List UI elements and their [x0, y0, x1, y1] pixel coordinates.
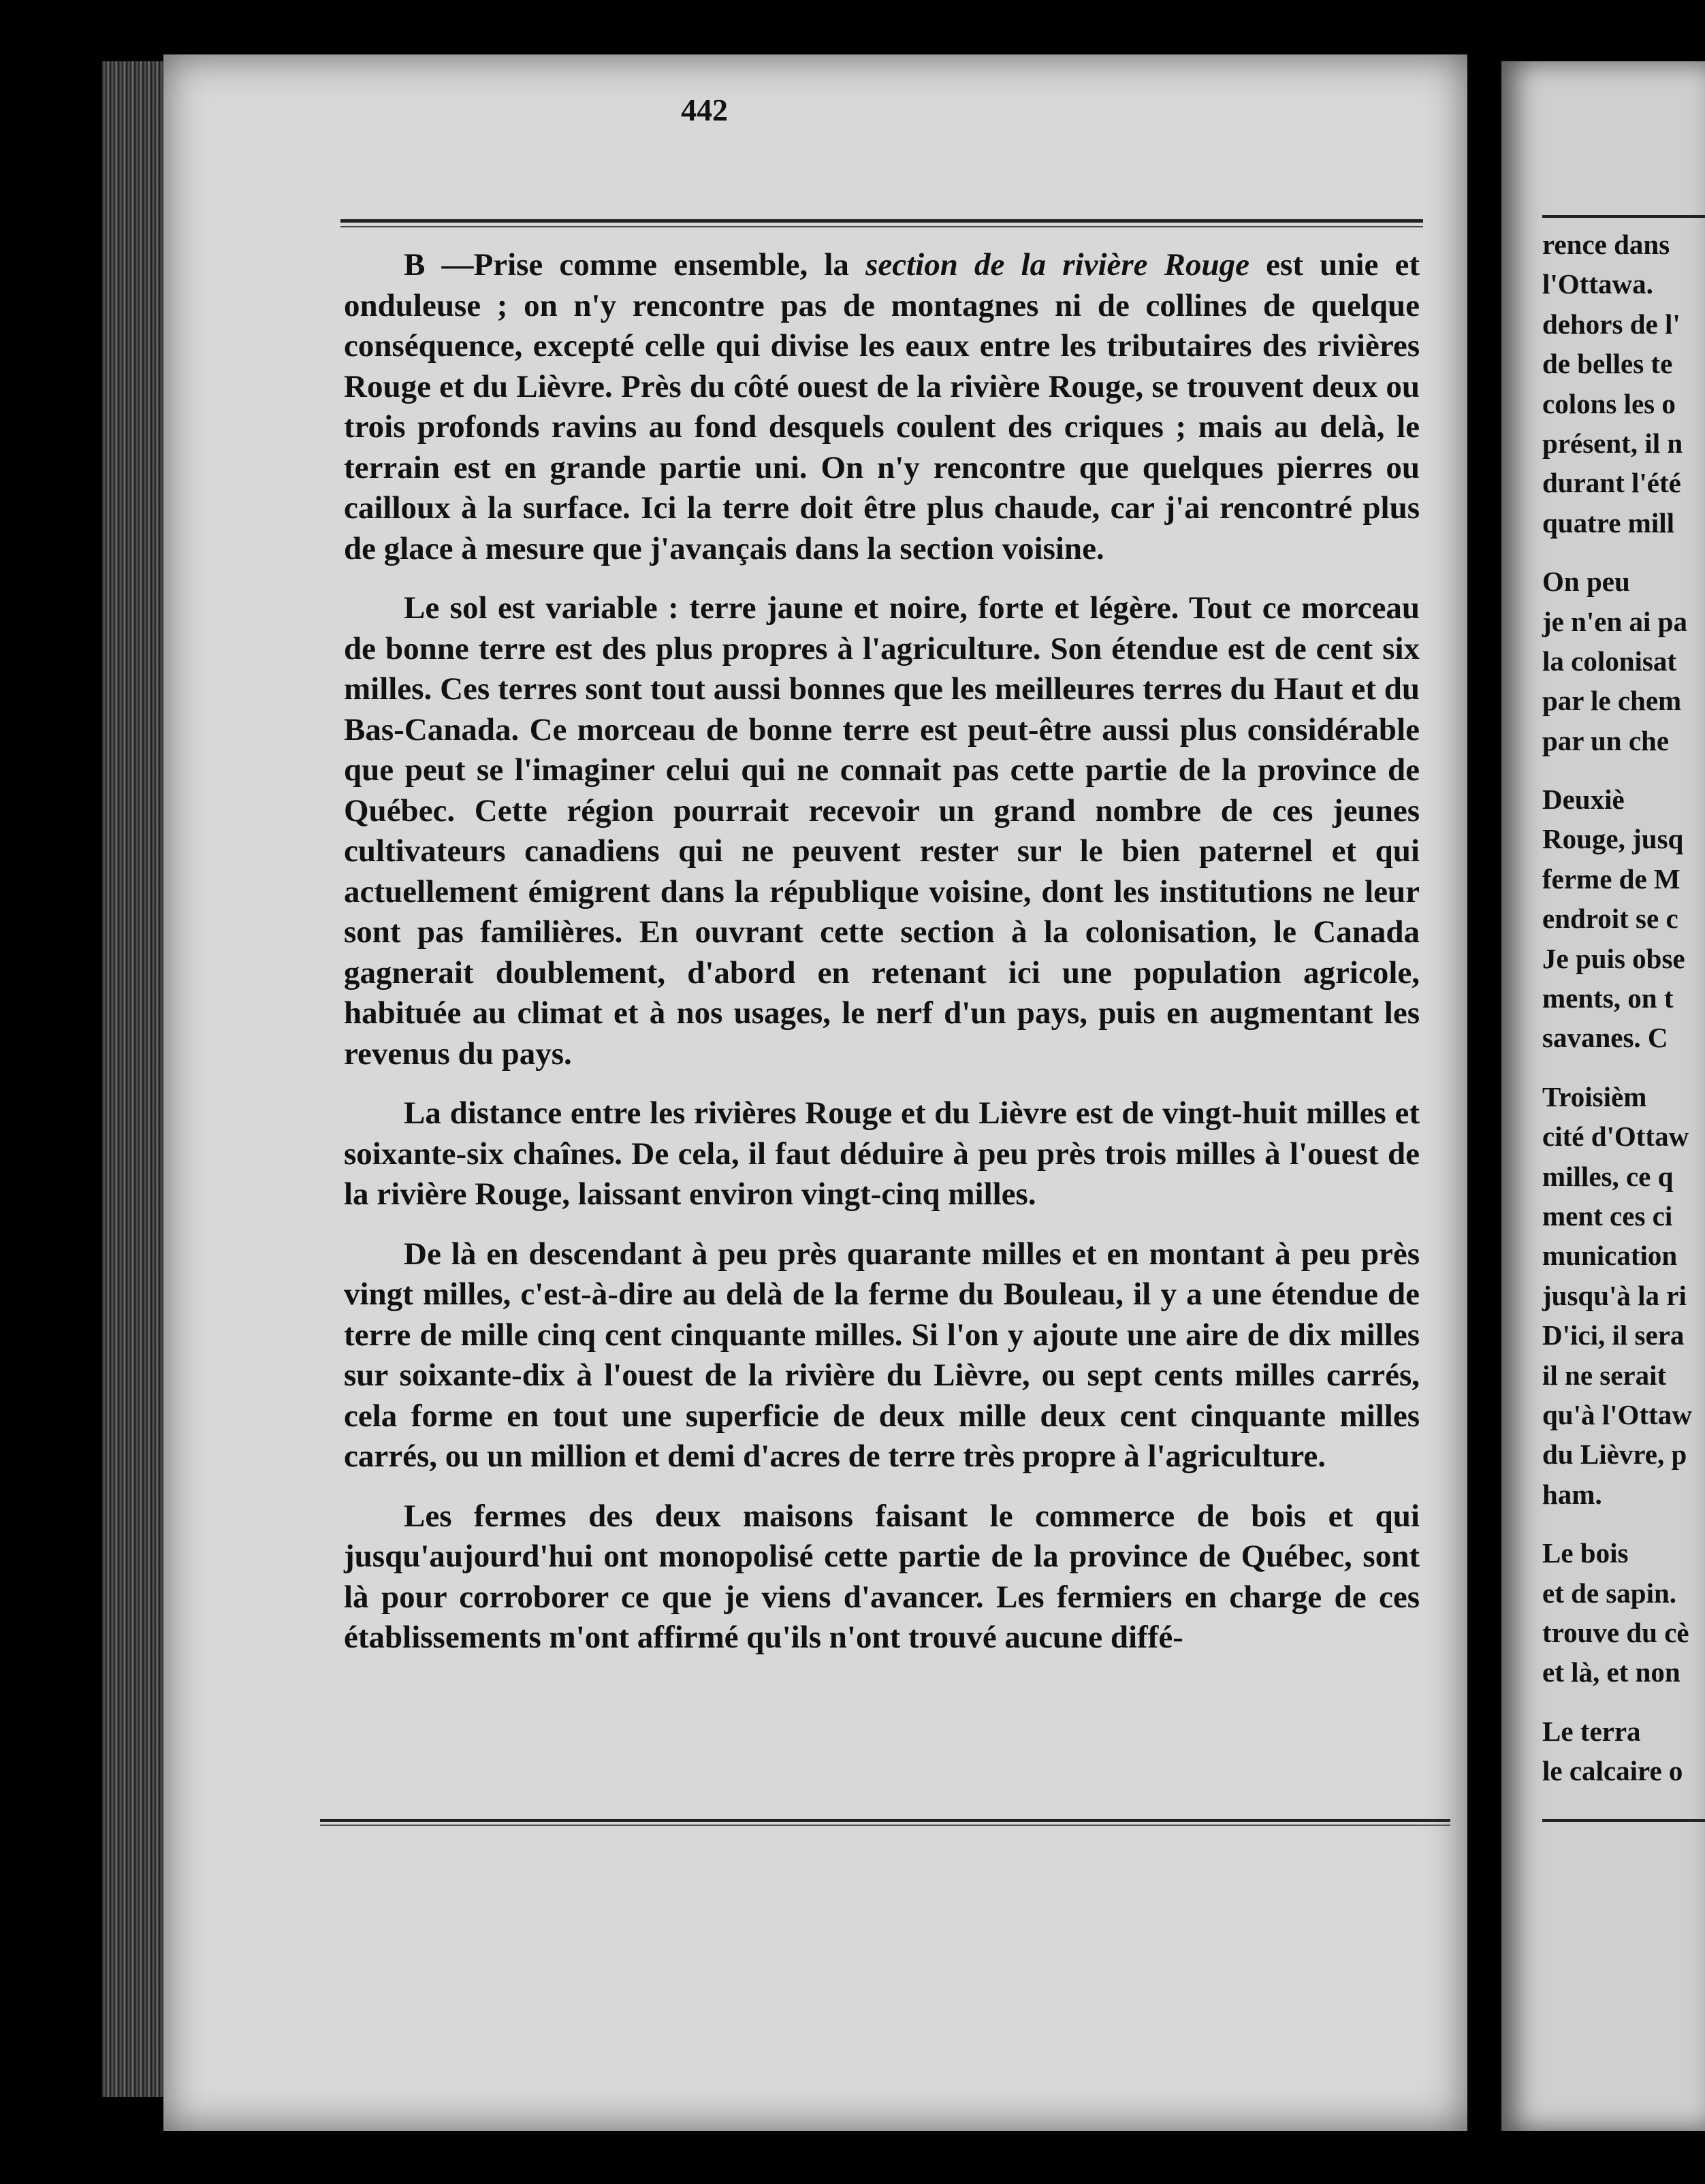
facing-page-line: Le bois — [1542, 1537, 1629, 1569]
facing-page-line: savanes. C — [1542, 1022, 1668, 1054]
facing-page-paragraph-gap — [1542, 543, 1705, 562]
footer-rule — [320, 1819, 1450, 1822]
paragraph-1-prefix: B —Prise comme ensemble, la — [404, 247, 866, 283]
facing-page-line: Troisièm — [1542, 1080, 1647, 1112]
header-rule-thin — [340, 226, 1423, 227]
paragraph-1 — [344, 245, 1420, 569]
facing-page-line: ment ces ci — [1542, 1200, 1673, 1232]
book-binding-edge — [102, 61, 167, 2097]
facing-page-line: Je puis obse — [1542, 942, 1685, 974]
facing-page-paragraph-gap — [1542, 1058, 1705, 1077]
facing-page-line: On peu — [1542, 566, 1630, 598]
facing-page-line: par le chem — [1542, 685, 1682, 717]
facing-page-paragraph-gap — [1542, 760, 1705, 780]
facing-page-line: trouve du cè — [1542, 1616, 1689, 1648]
facing-page-line: et de sapin. — [1542, 1577, 1677, 1609]
facing-page-line: du Lièvre, p — [1542, 1439, 1687, 1471]
facing-page-line: endroit se c — [1542, 903, 1678, 935]
paragraph-5: Les fermes des deux maisons faisant le commerce de bois et qui jusqu'aujourd'hui ont monopolisé cette partie de la province de Québec, sont là pour corroborer ce que je viens d'avancer. Les fermiers en charge de ces établissements m'ont affirmé qu'ils n'ont trouvé aucune diffé- — [344, 1498, 1420, 1655]
facing-page-line: quatre mill — [1542, 507, 1674, 539]
facing-page-line: Le terra — [1542, 1715, 1641, 1747]
facing-page-line: ham. — [1542, 1478, 1602, 1510]
facing-page-footer-rule — [1542, 1819, 1705, 1822]
facing-page-text — [1542, 225, 1705, 1790]
facing-page-line: qu'à l'Ottaw — [1542, 1398, 1692, 1430]
facing-page-paragraph-gap — [1542, 1514, 1705, 1533]
facing-page-line: ments, on t — [1542, 982, 1674, 1014]
facing-page-line: présent, il n — [1542, 427, 1683, 459]
page-number: 442 — [681, 93, 728, 127]
facing-page-line: Deuxiè — [1542, 784, 1625, 816]
facing-page-line: rence dans — [1542, 229, 1670, 260]
facing-page-line: je n'en ai pa — [1542, 605, 1687, 637]
facing-page-line: munication — [1542, 1240, 1678, 1272]
paragraph-3: La distance entre les rivières Rouge et du Lièvre est de vingt-huit milles et soixante-six chaînes. De cela, il faut déduire à peu près trois milles à l'ouest de la rivière Rouge, laissant environ vingt-cinq milles. — [344, 1095, 1420, 1212]
facing-page-line: le calcaire o — [1542, 1755, 1683, 1787]
facing-page-line: milles, ce q — [1542, 1160, 1674, 1192]
facing-page-line: durant l'été — [1542, 467, 1681, 499]
facing-page-line: jusqu'à la ri — [1542, 1279, 1687, 1311]
header-rule — [340, 219, 1423, 223]
facing-page-line: il ne serait — [1542, 1359, 1667, 1391]
paragraph-1-suffix: est unie et onduleuse ; on n'y rencontre pas de montagnes ni de collines de quelque conséquence, excepté celle qui divise les eaux entre les tributaires des rivières Rouge et du Lièvre. Près du côté ouest de la rivière Rouge, se trouvent deux ou trois profonds ravins au fond desquels coulent des criques ; mais au delà, le terrain est en grande partie uni. On n'y rencontre que quelques pierres ou cailloux à la surface. Ici la terre doit être plus chaude, car j'ai rencontré plus de glace à mesure que j'avançais dans la section voisine. — [344, 247, 1420, 566]
facing-page-line: par un che — [1542, 724, 1670, 756]
facing-page-fragment — [1501, 61, 1705, 2131]
facing-page-line: colons les o — [1542, 387, 1676, 419]
facing-page-line: l'Ottawa. — [1542, 268, 1653, 300]
footer-rule-thin — [320, 1825, 1450, 1826]
facing-page-line: la colonisat — [1542, 645, 1677, 677]
facing-page-header-rule — [1542, 215, 1705, 218]
facing-page-paragraph-gap — [1542, 1692, 1705, 1712]
paragraph-2: Le sol est variable : terre jaune et noire, forte et légère. Tout ce morceau de bonne terre est des plus propres à l'agriculture. Son étendue est de cent six milles. Ces terres sont tout aussi bonnes que les meilleures terres du Haut et du Bas-Canada. Ce morceau de bonne terre est peut-être aussi plus considérable que peut se l'imaginer celui qui ne connait pas cette partie de la province de Québec. Cette région pourrait recevoir un grand nombre de ces jeunes cultivateurs canadiens qui ne peuvent rester sur le bien paternel et qui actuellement émigrent dans la république voisine, dont les institutions ne leur sont pas familières. En ouvrant cette section à la colonisation, le Canada gagnerait doublement, d'abord en retenant ici une population agricole, habituée au climat et à nos usages, le nerf d'un pays, puis en augmentant les revenus du pays. — [344, 590, 1420, 1072]
facing-page-line: cité d'Ottaw — [1542, 1121, 1689, 1153]
facing-page-line: de belles te — [1542, 348, 1673, 380]
facing-page-line: D'ici, il sera — [1542, 1319, 1685, 1351]
facing-page-line: Rouge, jusq — [1542, 823, 1684, 855]
facing-page-line: et là, et non — [1542, 1656, 1680, 1688]
facing-page-line: ferme de M — [1542, 863, 1680, 895]
facing-page-line: dehors de l' — [1542, 308, 1680, 340]
paragraph-4: De là en descendant à peu près quarante milles et en montant à peu près vingt milles, c'est-à-dire au delà de la ferme du Bouleau, il y a une étendue de terre de mille cinq cent cinquante milles. Si l'on y ajoute une aire de dix milles sur soixante-dix à l'ouest de la rivière du Lièvre, ou sept cents milles carrés, cela forme en tout une superficie de deux mille deux cent cinquante milles carrés, ou un million et demi d'acres de terre très propre à l'agriculture. — [344, 1236, 1420, 1474]
paragraph-1-italic-term: section de la rivière Rouge — [865, 247, 1250, 283]
page-body — [344, 245, 1420, 1677]
